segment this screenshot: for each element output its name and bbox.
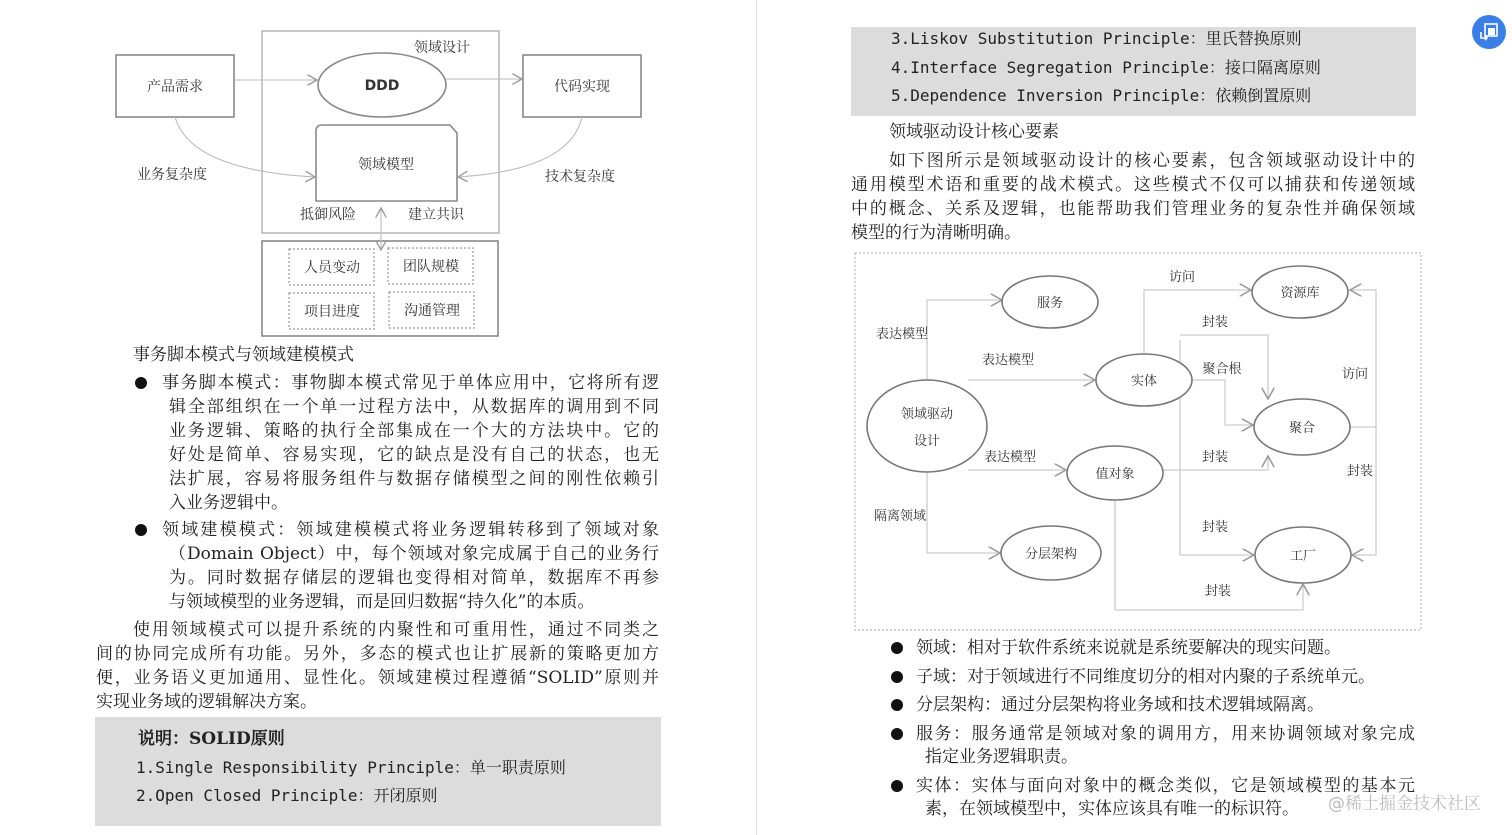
edge-label: 访问 <box>1168 270 1196 285</box>
bullet-text-line: 子域：对于领域进行不同维度切分的相对内聚的子系统单元。 <box>916 667 1375 687</box>
label-domain-model: 领域模型 <box>358 157 414 173</box>
edge-label: 表达模型 <box>875 327 929 342</box>
note-item: 4.Interface Segregation Principle：接口隔离原则 <box>891 57 1321 77</box>
label-technical-complexity: 技术复杂度 <box>545 169 615 185</box>
factor-label: 项目进度 <box>304 304 360 320</box>
paragraph-line: 模型的行为清晰明确。 <box>851 223 1021 243</box>
label-code-implementation: 代码实现 <box>554 79 610 95</box>
paragraph-line: 如下图所示是领域驱动设计的核心要素，包含领域驱动设计中的 <box>889 151 1415 171</box>
node-label: 设计 <box>913 434 941 449</box>
edge-label: 封装 <box>1346 464 1374 479</box>
label-build-consensus: 建立共识 <box>408 207 464 223</box>
node-label: 领域驱动 <box>900 407 954 422</box>
paragraph-line: 中的概念、关系及逻辑，也能帮助我们管理业务的复杂性并确保领域 <box>851 199 1415 219</box>
bullet-text-line: （Domain Object）中，每个领域对象完成属于自己的业务行 <box>169 544 659 564</box>
bullet-text-line: 入业务逻辑中。 <box>169 493 288 513</box>
note-item: 1.Single Responsibility Principle：单一职责原则 <box>136 758 566 777</box>
paragraph-line: 实现业务域的逻辑解决方案。 <box>96 692 317 712</box>
edge-label: 封装 <box>1204 584 1232 599</box>
bullet-icon <box>891 642 903 654</box>
edge-label: 封装 <box>1201 520 1229 535</box>
node-label: 工厂 <box>1289 549 1317 564</box>
note-title: 说明：SOLID原则 <box>138 729 285 749</box>
bullet-text-line: 事务脚本模式：事物脚本模式常见于单体应用中，它将所有逻 <box>162 373 659 393</box>
watermark: @稀土掘金技术社区 <box>1328 794 1481 814</box>
paragraph-line: 通用模型术语和重要的战术模式。这些模式不仅可以捕获和传递领域 <box>851 175 1415 195</box>
paragraph-line: 间的协同完成所有功能。另外，多态的模式也让扩展新的策略更加方 <box>96 644 659 664</box>
bullet-icon <box>891 780 903 792</box>
label-product-requirements: 产品需求 <box>147 79 203 95</box>
node-label: 实体 <box>1130 374 1158 389</box>
bullet-text-line: 辑全部组织在一个单一过程方法中，从数据库的调用到不同 <box>169 397 659 417</box>
factor-label: 团队规模 <box>403 259 459 275</box>
paragraph-line: 便，业务语义更加通用、显性化。领域建模过程遵循“SOLID”原则并 <box>96 668 659 688</box>
section-heading: 事务脚本模式与领域建模模式 <box>133 345 354 365</box>
note-item: 5.Dependence Inversion Principle：依赖倒置原则 <box>891 86 1312 105</box>
bullet-text-line: 与领域模型的业务逻辑，而是回归数据“持久化”的本质。 <box>169 592 595 612</box>
edge-label: 隔离领域 <box>873 509 927 524</box>
node-label: 聚合 <box>1288 421 1316 436</box>
bullet-text-line: 业务逻辑、策略的执行全部集成在一个大的方法块中。它的 <box>169 421 659 441</box>
node-label: 值对象 <box>1095 467 1135 482</box>
edge-label: 表达模型 <box>981 353 1035 368</box>
label-resist-risk: 抵御风险 <box>300 207 356 223</box>
factor-label: 沟通管理 <box>404 303 460 319</box>
factor-label: 人员变动 <box>304 260 360 276</box>
note-item: 3.Liskov Substitution Principle：里氏替换原则 <box>891 29 1302 48</box>
note-item: 2.Open Closed Principle：开闭原则 <box>136 786 438 805</box>
bullet-icon <box>891 728 903 740</box>
node-label: 服务 <box>1036 296 1064 311</box>
bullet-text-line: 领域：相对于软件系统来说就是系统要解决的现实问题。 <box>916 638 1341 658</box>
image-translate-button[interactable] <box>1472 15 1506 49</box>
bullet-icon <box>891 699 903 711</box>
bullet-text-line: 指定业务逻辑职责。 <box>925 747 1078 767</box>
label-domain-design: 领域设计 <box>414 40 470 56</box>
section-heading: 领域驱动设计核心要素 <box>889 122 1059 142</box>
image-translate-icon <box>1479 22 1499 42</box>
paragraph-line: 使用领域模式可以提升系统的内聚性和可重用性，通过不同类之 <box>133 620 659 640</box>
label-business-complexity: 业务复杂度 <box>137 167 207 183</box>
bullet-text-line: 实体：实体与面向对象中的概念类似，它是领域模型的基本元 <box>916 776 1415 796</box>
bullet-text-line: 分层架构：通过分层架构将业务域和技术逻辑域隔离。 <box>916 695 1324 715</box>
node-ddd <box>867 380 987 472</box>
node-label: 分层架构 <box>1024 547 1078 562</box>
bullet-text-line: 好处是简单、容易实现，它的缺点是没有自己的状态，也无 <box>169 445 659 465</box>
bullet-icon <box>135 524 147 536</box>
bullet-text-line: 法扩展，容易将服务组件与数据存储模型之间的刚性依赖引 <box>169 469 659 489</box>
bullet-text-line: 服务：服务通常是领域对象的调用方，用来协调领域对象完成 <box>916 724 1415 744</box>
bullet-icon <box>135 377 147 389</box>
edge-label: 封装 <box>1201 450 1229 465</box>
edge-label: 聚合根 <box>1202 362 1242 377</box>
edge-label: 封装 <box>1201 315 1229 330</box>
edge-label: 表达模型 <box>983 450 1037 465</box>
bullet-text-line: 素，在领域模型中，实体应该具有唯一的标识符。 <box>925 799 1299 819</box>
bullet-text-line: 为。同时数据存储层的逻辑也变得相对简单，数据库不再参 <box>169 568 659 588</box>
bullet-icon <box>891 671 903 683</box>
bullet-text-line: 领域建模模式：领域建模模式将业务逻辑转移到了领域对象 <box>162 520 659 540</box>
node-label: 资源库 <box>1280 286 1320 301</box>
label-ddd: DDD <box>364 78 400 94</box>
edge-label: 访问 <box>1341 367 1369 382</box>
